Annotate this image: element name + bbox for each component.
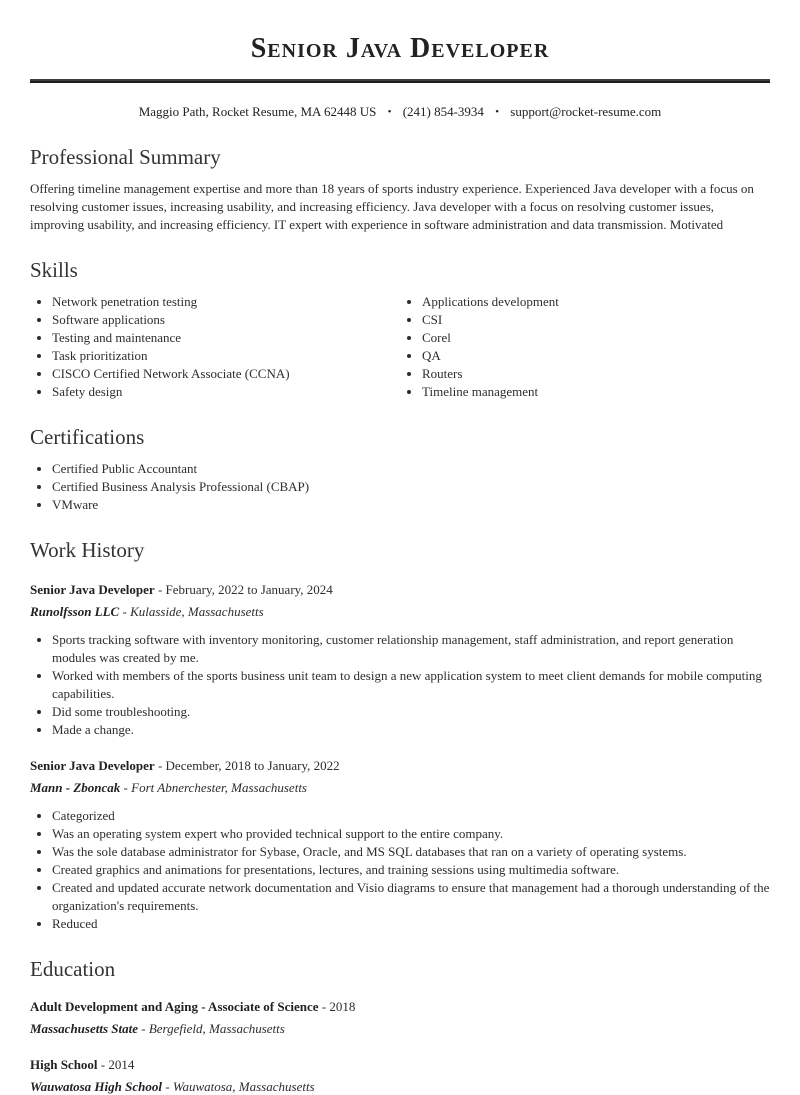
job-title-line: [30, 581, 770, 598]
skill-item: • QA: [422, 347, 770, 365]
job-bullet: • Created and updated accurate network documentation and Visio diagrams to ensure that management had a thorough understanding of the organization's requirements.: [52, 879, 770, 915]
job-dates: February, 2022 to January, 2024: [165, 582, 333, 597]
job-bullet: • Was the sole database administrator for Sybase, Oracle, and MS SQL databases that ran on a variety of operating systems.: [52, 843, 770, 861]
education-school-line: [30, 1078, 770, 1095]
dash-separator: -: [157, 758, 163, 773]
contact-line: [30, 103, 770, 121]
skill-item: • Timeline management: [422, 383, 770, 401]
education-degree: High School: [30, 1057, 98, 1072]
certification-item: • Certified Public Accountant: [52, 460, 770, 478]
job-company: Mann - Zboncak: [30, 780, 121, 795]
contact-separator: •: [387, 106, 392, 118]
section-skills: [30, 257, 770, 401]
skill-item: • Safety design: [52, 383, 400, 401]
skill-item: • Testing and maintenance: [52, 329, 400, 347]
job-bullet: • Sports tracking software with inventory monitoring, customer relationship management, staff administration, and report generation modules was created by me.: [52, 631, 770, 667]
education-entry: [30, 1056, 770, 1095]
dash-separator: -: [123, 780, 128, 795]
job-dates: December, 2018 to January, 2022: [165, 758, 340, 773]
job-entry: [30, 581, 770, 739]
dash-separator: -: [165, 1079, 170, 1094]
section-professional-summary: [30, 144, 770, 234]
job-entry: [30, 757, 770, 933]
dash-separator: -: [321, 999, 327, 1014]
section-heading-work-history: Work History: [30, 538, 145, 562]
job-title: Senior Java Developer: [30, 582, 155, 597]
section-certifications: [30, 424, 770, 514]
job-company: Runolfsson LLC: [30, 604, 120, 619]
skill-item: • Task prioritization: [52, 347, 400, 365]
dash-separator: -: [100, 1057, 106, 1072]
job-bullet: • Did some troubleshooting.: [52, 703, 770, 721]
skill-item: • Applications development: [422, 293, 770, 311]
resume-header: [30, 32, 770, 121]
certification-item: • Certified Business Analysis Professional (CBAP): [52, 478, 770, 496]
job-location: Kulasside, Massachusetts: [130, 604, 264, 619]
section-heading-certifications: Certifications: [30, 425, 145, 449]
education-year: 2018: [329, 999, 356, 1014]
dash-separator: -: [122, 604, 127, 619]
education-year: 2014: [108, 1057, 135, 1072]
section-work-history: [30, 537, 770, 933]
section-heading-education: Education: [30, 957, 116, 981]
contact-separator: •: [495, 106, 500, 118]
job-bullet: • Categorized: [52, 807, 770, 825]
education-school: Wauwatosa High School: [30, 1079, 162, 1094]
skill-item: • Network penetration testing: [52, 293, 400, 311]
job-title: Senior Java Developer: [30, 758, 155, 773]
education-location: Bergefield, Massachusetts: [148, 1021, 285, 1036]
contact-address: Maggio Path, Rocket Resume, MA 62448 US: [138, 104, 377, 119]
education-school: Massachusetts State: [30, 1021, 138, 1036]
education-degree-line: [30, 998, 770, 1015]
skills-column-right: [400, 293, 770, 401]
summary-text: Offering timeline management expertise and more than 18 years of sports industry experience. Experienced Java developer with a focus on resolving customer issues, increasing usability, and increasing efficiency. Java developer with a focus on resolving customer issues, improving usability, and increasing efficiency. IT expert with experience in software administration and data transmission. Motivated: [30, 181, 754, 232]
education-degree-line: [30, 1056, 770, 1073]
job-bullet: • Created graphics and animations for presentations, lectures, and training sessions using multimedia software.: [52, 861, 770, 879]
job-title-line: [30, 757, 770, 774]
skill-item: • Corel: [422, 329, 770, 347]
job-bullet: • Was an operating system expert who provided technical support to the entire company.: [52, 825, 770, 843]
job-bullet: • Worked with members of the sports business unit team to design a new application system to meet client demands for mobile computing capabilities.: [52, 667, 770, 703]
section-education: [30, 956, 770, 1095]
contact-phone: (241) 854-3934: [402, 104, 484, 119]
education-degree: Adult Development and Aging - Associate of Science: [30, 999, 319, 1014]
skill-item: • Software applications: [52, 311, 400, 329]
certification-item: • VMware: [52, 496, 770, 514]
header-divider: [30, 79, 770, 83]
section-heading-summary: Professional Summary: [30, 145, 221, 169]
resume-title: Senior Java Developer: [250, 33, 550, 64]
dash-separator: -: [157, 582, 163, 597]
skill-item: • CISCO Certified Network Associate (CCNA): [52, 365, 400, 383]
skill-item: • CSI: [422, 311, 770, 329]
education-entry: [30, 998, 770, 1037]
skills-column-left: [30, 293, 400, 401]
job-bullet: • Reduced: [52, 915, 770, 933]
education-school-line: [30, 1020, 770, 1037]
skill-item: • Routers: [422, 365, 770, 383]
job-company-line: [30, 779, 770, 796]
dash-separator: -: [141, 1021, 146, 1036]
contact-email: support@rocket-resume.com: [510, 104, 662, 119]
job-company-line: [30, 603, 770, 620]
job-bullet: • Made a change.: [52, 721, 770, 739]
education-location: Wauwatosa, Massachusetts: [172, 1079, 315, 1094]
skills-columns: [30, 293, 770, 401]
job-location: Fort Abnerchester, Massachusetts: [131, 780, 307, 795]
section-heading-skills: Skills: [30, 258, 78, 282]
